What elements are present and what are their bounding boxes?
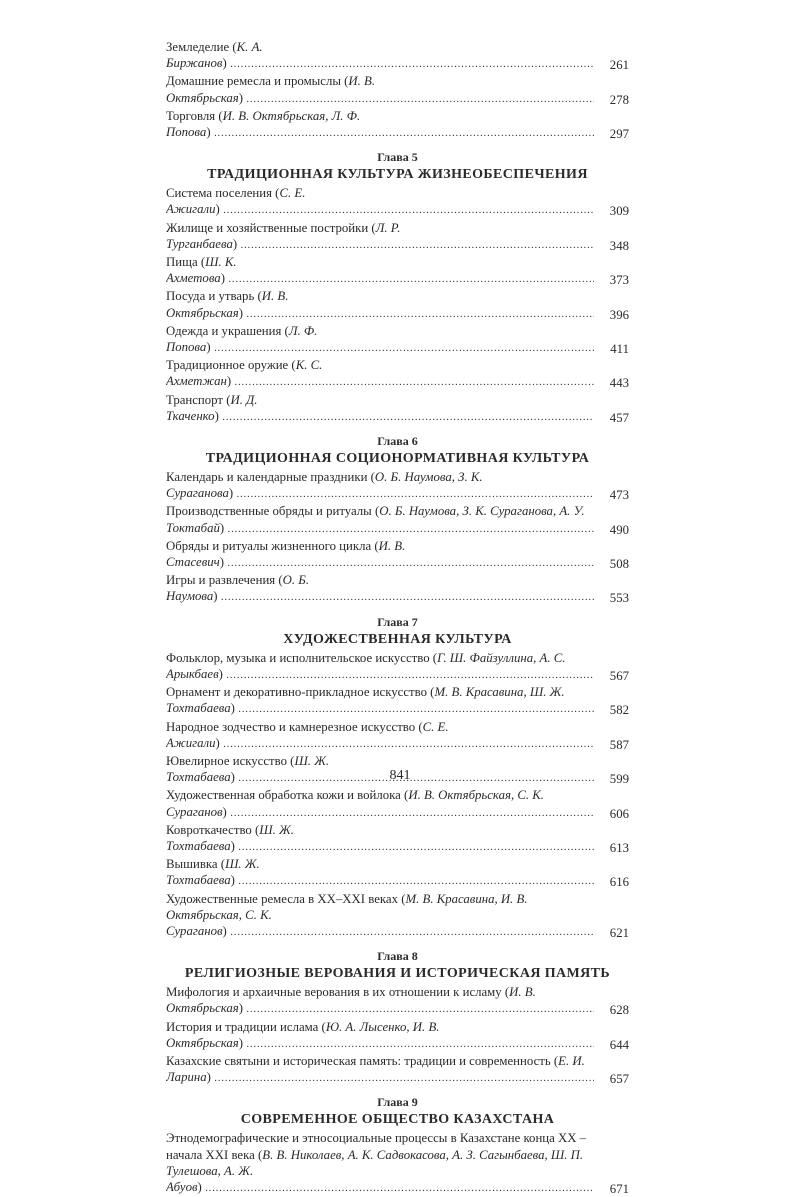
entry-authors: С. Е. Ажигали bbox=[166, 719, 449, 750]
entry-text: Земледелие (К. А. Биржанов) ..... bbox=[166, 39, 594, 73]
toc-entry[interactable] bbox=[166, 357, 629, 391]
entry-page: 628 bbox=[609, 1003, 629, 1018]
toc-entry[interactable] bbox=[166, 719, 629, 753]
entry-authors: Ш. Ж. Тохтабаева bbox=[166, 857, 260, 888]
entry-title: Мифология и архаичные верования в их отношении к исламу bbox=[166, 985, 502, 1000]
chapter-section bbox=[166, 1094, 629, 1197]
chapter-section bbox=[166, 948, 629, 1087]
toc-entry[interactable] bbox=[166, 288, 629, 322]
entry-text: Пища (Ш. К. Ахметова) ..... bbox=[166, 254, 594, 288]
toc-entry[interactable] bbox=[166, 572, 629, 606]
chapter-label: Глава 9 bbox=[377, 1095, 418, 1110]
toc-entry[interactable] bbox=[166, 254, 629, 288]
entry-authors: С. Е. Ажигали bbox=[166, 186, 306, 217]
chapter-label: Глава 8 bbox=[377, 949, 418, 964]
toc-entry[interactable] bbox=[166, 1130, 629, 1197]
chapter-section bbox=[166, 149, 629, 426]
entry-authors: И. В. Октябрьская bbox=[166, 74, 376, 105]
entry-text: Фольклор, музыка и исполнительское искусство (Г. Ш. Файзуллина, А. С. Арыкбаев) ..... bbox=[166, 650, 594, 684]
entry-page: 613 bbox=[609, 840, 629, 855]
entry-title: Пища bbox=[166, 255, 198, 270]
entry-text: Жилище и хозяйственные постройки (Л. Р. Турганбаева) ..... bbox=[166, 220, 594, 254]
entry-authors: К. А. Биржанов bbox=[166, 40, 263, 71]
entry-authors: Ш. Ж. Тохтабаева bbox=[166, 753, 330, 785]
entry-text: Игры и развлечения (О. Б. Наумова) ..... bbox=[166, 572, 594, 606]
entry-page: 508 bbox=[609, 557, 629, 572]
chapter-title: СОВРЕМЕННОЕ ОБЩЕСТВО КАЗАХСТАНА bbox=[240, 1112, 555, 1128]
entry-authors: М. В. Красавина, Ш. Ж. Тохтабаева bbox=[166, 685, 565, 716]
toc-entry[interactable] bbox=[166, 108, 629, 142]
entry-page: 616 bbox=[609, 875, 629, 890]
entry-title: Фольклор, музыка и исполнительское искусство bbox=[166, 650, 430, 665]
entry-text: Этнодемографические и этносоциальные процессы в Казахстане конца XX – начала XXI века (В. В. Николаев, А. К. Садвокасова, А. З. Сагынбаева, Ш. П. Тулешова, А. Ж. Абуов) ..... bbox=[166, 1130, 594, 1197]
entry-authors: Ю. А. Лысенко, И. В. Октябрьская bbox=[166, 1019, 440, 1050]
toc-entry[interactable] bbox=[166, 984, 629, 1018]
toc-entry[interactable] bbox=[166, 392, 629, 426]
entry-authors: К. С. Ахметжан bbox=[166, 358, 323, 389]
entry-page: 473 bbox=[609, 488, 629, 503]
entry-page: 567 bbox=[609, 668, 629, 683]
entry-authors: И. В. Октябрьская bbox=[166, 985, 536, 1016]
entry-page: 671 bbox=[609, 1181, 629, 1196]
chapter-title: ХУДОЖЕСТВЕННАЯ КУЛЬТУРА bbox=[283, 631, 512, 647]
entry-text: Одежда и украшения (Л. Ф. Попова) ..... bbox=[166, 323, 594, 357]
entry-text: Мифология и архаичные верования в их отношении к исламу (И. В. Октябрьская) ..... bbox=[166, 984, 594, 1018]
entry-page: 657 bbox=[609, 1072, 629, 1087]
entry-authors: И. В. Октябрьская, Л. Ф. Попова bbox=[166, 108, 361, 140]
entry-title: Народное зодчество и камнерезное искусство bbox=[166, 719, 416, 734]
entry-title: Транспорт bbox=[166, 392, 224, 407]
toc-entry[interactable] bbox=[166, 891, 629, 942]
toc-entry[interactable] bbox=[166, 1053, 629, 1087]
entry-title: Орнамент и декоративно-прикладное искусство bbox=[166, 685, 427, 700]
entry-page: 348 bbox=[609, 238, 629, 253]
entry-title: Художественные ремесла в XX–XXI веках bbox=[166, 891, 398, 906]
toc-entry[interactable] bbox=[166, 39, 629, 73]
entry-page: 644 bbox=[609, 1037, 629, 1052]
entry-text: Орнамент и декоративно-прикладное искусство (М. В. Красавина, Ш. Ж. Тохтабаева) ..... bbox=[166, 684, 594, 718]
chapter-label: Глава 7 bbox=[377, 614, 418, 629]
entry-page: 373 bbox=[609, 273, 629, 288]
toc-entry[interactable] bbox=[166, 469, 629, 503]
entry-title: Календарь и календарные праздники bbox=[166, 470, 368, 485]
entry-authors: В. В. Николаев, А. К. Садвокасова, А. З. Сагынбаева, Ш. П. Тулешова, А. Ж. Абуов bbox=[166, 1147, 584, 1194]
chapter-label: Глава 5 bbox=[377, 150, 418, 165]
entry-title: Система поселения bbox=[166, 186, 272, 201]
table-of-contents bbox=[166, 39, 629, 1197]
entry-text: Торговля (И. В. Октябрьская, Л. Ф. Попова) ..... bbox=[166, 108, 594, 142]
entry-text: Календарь и календарные праздники (О. Б. Наумова, З. К. Сураганова) ..... bbox=[166, 469, 594, 503]
toc-entry[interactable] bbox=[166, 323, 629, 357]
entry-text: Народное зодчество и камнерезное искусство (С. Е. Ажигали) ..... bbox=[166, 719, 594, 753]
entry-title: Посуда и утварь bbox=[166, 289, 255, 304]
entry-text: Вышивка (Ш. Ж. Тохтабаева) ..... bbox=[166, 856, 594, 890]
entry-title: Жилище и хозяйственные постройки bbox=[166, 220, 369, 235]
toc-entry[interactable] bbox=[166, 538, 629, 572]
toc-entry[interactable] bbox=[166, 185, 629, 219]
entry-page: 443 bbox=[609, 376, 629, 391]
entry-text: Казахские святыни и историческая память: традиции и современность (Е. И. Ларина) ..... bbox=[166, 1053, 594, 1087]
entry-title: Торговля bbox=[166, 108, 216, 123]
entry-page: 553 bbox=[609, 591, 629, 606]
entry-title: Ювелирное искусство bbox=[166, 753, 287, 768]
entry-authors: Е. И. Ларина bbox=[166, 1053, 585, 1085]
toc-entry[interactable] bbox=[166, 503, 629, 537]
entry-page: 309 bbox=[609, 204, 629, 219]
entry-text: Ювелирное искусство (Ш. Ж. Тохтабаева) ..... bbox=[166, 753, 594, 787]
toc-entry[interactable] bbox=[166, 822, 629, 856]
entry-authors: Л. Р. Турганбаева bbox=[166, 220, 401, 251]
entry-title: Производственные обряды и ритуалы bbox=[166, 504, 372, 519]
entry-page: 396 bbox=[609, 307, 629, 322]
entry-title: Вышивка bbox=[166, 857, 218, 872]
entry-text: Обряды и ритуалы жизненного цикла (И. В. Стасевич) ..... bbox=[166, 538, 594, 572]
entry-page: 599 bbox=[609, 772, 629, 787]
entry-text: Художественные ремесла в XX–XXI веках (М. В. Красавина, И. В. Октябрьская, С. К. Сураганов) ..... bbox=[166, 891, 594, 942]
entry-text: Посуда и утварь (И. В. Октябрьская) ..... bbox=[166, 288, 594, 322]
entry-authors: Г. Ш. Файзуллина, А. С. Арыкбаев bbox=[166, 650, 566, 681]
entry-page: 606 bbox=[609, 806, 629, 821]
chapter-title: ТРАДИЦИОННАЯ СОЦИОНОРМАТИВНАЯ КУЛЬТУРА bbox=[205, 451, 590, 467]
entry-title: Обряды и ритуалы жизненного цикла bbox=[166, 538, 372, 553]
entry-authors: О. Б. Наумова, З. К. Сураганова bbox=[166, 470, 483, 501]
toc-entry[interactable] bbox=[166, 787, 629, 821]
entry-title: Художественная обработка кожи и войлока bbox=[166, 788, 401, 803]
entry-title: Одежда и украшения bbox=[166, 323, 282, 338]
intro-entries bbox=[166, 39, 629, 142]
entry-text: Традиционное оружие (К. С. Ахметжан) ..... bbox=[166, 357, 594, 391]
entry-text: Производственные обряды и ритуалы (О. Б. Наумова, З. К. Сураганова, А. У. Токтабай) ..... bbox=[166, 503, 594, 537]
entry-title: Ковроткачество bbox=[166, 822, 252, 837]
entry-text: Домашние ремесла и промыслы (И. В. Октябрьская) ..... bbox=[166, 73, 594, 107]
entry-title: Традиционное оружие bbox=[166, 358, 289, 373]
entry-page: 490 bbox=[609, 522, 629, 537]
chapter-section bbox=[166, 433, 629, 607]
entry-authors: И. В. Октябрьская, С. К. Сураганов bbox=[166, 788, 544, 819]
entry-page: 278 bbox=[609, 92, 629, 107]
entry-page: 582 bbox=[609, 703, 629, 718]
entry-page: 297 bbox=[609, 127, 629, 142]
entry-authors: И. Д. Ткаченко bbox=[166, 392, 258, 423]
entry-page: 457 bbox=[609, 410, 629, 425]
entry-text: Система поселения (С. Е. Ажигали) ..... bbox=[166, 185, 594, 219]
toc-entry[interactable] bbox=[166, 650, 629, 684]
entry-page: 621 bbox=[609, 925, 629, 940]
entry-title: Казахские святыни и историческая память: традиции и современность bbox=[166, 1053, 551, 1068]
toc-entry[interactable] bbox=[166, 1019, 629, 1053]
entry-page: 411 bbox=[610, 342, 629, 357]
chapter-title: РЕЛИГИОЗНЫЕ ВЕРОВАНИЯ И ИСТОРИЧЕСКАЯ ПАМЯТЬ bbox=[184, 966, 611, 982]
entry-text: Ковроткачество (Ш. Ж. Тохтабаева) ..... bbox=[166, 822, 594, 856]
toc-entry[interactable] bbox=[166, 684, 629, 718]
entry-authors: И. В. Октябрьская bbox=[166, 289, 289, 320]
entry-title: Игры и развлечения bbox=[166, 573, 276, 588]
entry-page: 587 bbox=[609, 737, 629, 752]
toc-entry[interactable] bbox=[166, 73, 629, 107]
entry-authors: О. Б. Наумова, З. К. Сураганова, А. У. Токтабай bbox=[166, 504, 585, 535]
entry-authors: М. В. Красавина, И. В. Октябрьская, С. К. Сураганов bbox=[166, 891, 528, 938]
entry-authors: Ш. Ж. Тохтабаева bbox=[166, 822, 294, 853]
entry-text: История и традиции ислама (Ю. А. Лысенко, И. В. Октябрьская) ..... bbox=[166, 1019, 594, 1053]
entry-text: Художественная обработка кожи и войлока (И. В. Октябрьская, С. К. Сураганов) ..... bbox=[166, 787, 594, 821]
toc-entry[interactable] bbox=[166, 856, 629, 890]
entry-authors: Ш. К. Ахметова bbox=[166, 255, 237, 286]
entry-title: История и традиции ислама bbox=[166, 1019, 319, 1034]
entry-page: 261 bbox=[609, 58, 629, 73]
entry-title: Этнодемографические и этносоциальные процессы в Казахстане конца XX – начала XXI века bbox=[166, 1131, 587, 1162]
page-number: 841 bbox=[389, 768, 411, 783]
entry-authors: Л. Ф. Попова bbox=[166, 323, 318, 355]
chapter-title: ТРАДИЦИОННАЯ КУЛЬТУРА ЖИЗНЕОБЕСПЕЧЕНИЯ bbox=[207, 167, 588, 183]
entry-authors: О. Б. Наумова bbox=[166, 573, 310, 604]
entry-authors: И. В. Стасевич bbox=[166, 538, 406, 570]
chapter-label: Глава 6 bbox=[377, 434, 418, 449]
toc-entry[interactable] bbox=[166, 220, 629, 254]
entry-text: Транспорт (И. Д. Ткаченко) ..... bbox=[166, 392, 594, 426]
entry-title: Домашние ремесла и промыслы bbox=[166, 74, 341, 89]
entry-title: Земледелие bbox=[166, 40, 230, 54]
